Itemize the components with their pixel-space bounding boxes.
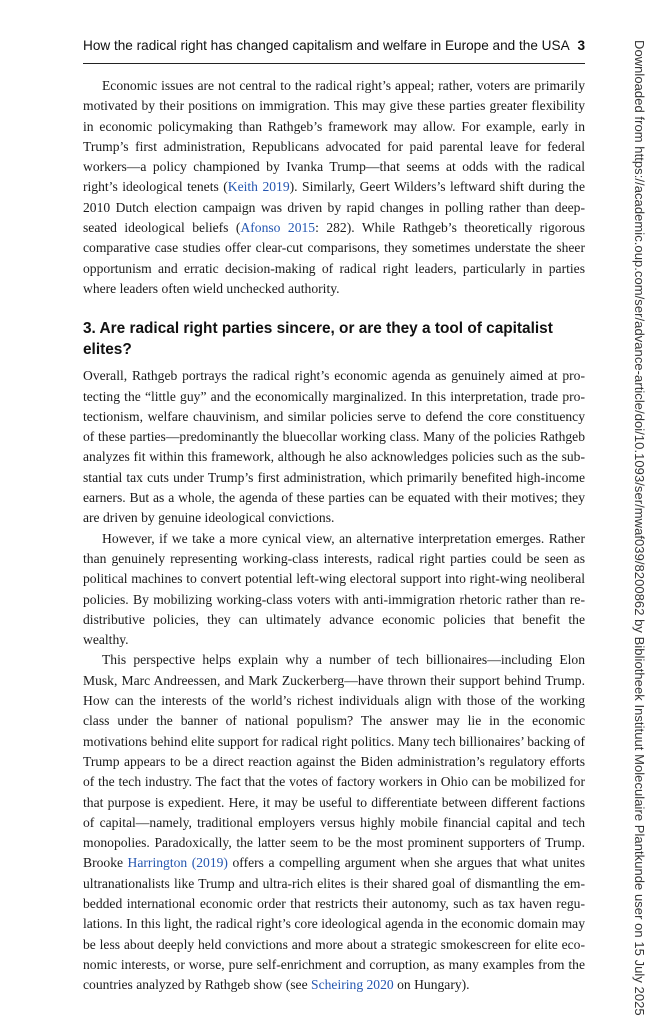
running-header: [83, 38, 585, 53]
citation-afonso-2015[interactable]: Afonso 2015: [240, 220, 316, 236]
article-body: [83, 76, 585, 995]
page-number: 3: [577, 38, 585, 53]
text-run: on Hungary).: [393, 977, 470, 993]
paragraph-4: [83, 650, 585, 995]
download-watermark: Downloaded from https://academic.oup.com/ser/advance-article/doi/10.1093/ser/mwaf039/8200862 by Bibliotheek Instituut Moleculaire Plantkunde user on 15 July 2025: [632, 40, 647, 1016]
text-run: ). Similarly, Geert Wilders’s leftward shift during the 2010 Dutch election campaign was driven by rapid changes in polling rather than deep-seated ideological beliefs (: [83, 179, 585, 236]
citation-harrington-2019[interactable]: Harrington (2019): [127, 855, 228, 871]
paragraph-1: [83, 76, 585, 299]
paragraph-2: Overall, Rathgeb portrays the radical right’s economic agenda as genuinely aimed at protecting the “little guy” and the economically marginalized. In this interpretation, trade protectionism, welfare chauvinism, and similar policies serve to defend the core constituency of these parties—predominantly the bluecollar working class. Many of the policies Rathgeb analyzes fit within this framework, although he also acknowledges policies such as the substantial tax cuts under Trump’s first administration, which primarily benefited high-income earners. But as a whole, the agenda of these parties can be equated with their motives; they are driven by genuine ideological convictions.: [83, 368, 585, 526]
header-rule: [83, 63, 585, 64]
text-run: This perspective helps explain why a number of tech billionaires—including Elon Musk, Marc Andreessen, and Mark Zuckerberg—have thrown their support behind Trump. How can the interests of the world’s richest individuals align with those of the working class under the banner of national populism? The answer may lie in the economic motivations behind elite support for radical right politics. Many tech billionaires’ backing of Trump appears to be a direct reaction against the Biden administration’s regulatory efforts of the tech industry. The fact that the votes of factory workers in Ohio can be mobilized for that purpose is expedient. Here, it may be useful to differentiate between different factions of capital—namely, traditional employers versus highly mobile financial capital and tech monopolies. Paradoxically, the latter seem to be the most prominent supporters of Trump. Brooke: [83, 652, 585, 871]
text-run: offers a compelling argument when she argues that what unites ultranationalists like Trump and ultra-rich elites is their shared goal of dismantling the embedded international economic order that restricts their autonomy, such as tax haven regulations. In this light, the radical right’s core ideological agenda in the economic domain may be less about deeply held convictions and more about a strategic smokescreen for elite economic interests, or worse, pure self-enrichment and corruption, as many examples from the countries analyzed by Rathgeb show (see: [83, 855, 585, 993]
text-run: Economic issues are not central to the radical right’s appeal; rather, voters are primarily motivated by their positions on immigration. This may give these parties greater flexibility in economic policymaking than Rathgeb’s framework may allow. For example, early in Trump’s first administration, Republicans advocated for paid parental leave for federal workers—a policy championed by Ivanka Trump—that seems at odds with the radical right’s ideological tenets (: [83, 78, 585, 195]
section-heading: 3. Are radical right parties sincere, or are they a tool of capitalist elites?: [83, 320, 553, 358]
citation-keith-2019[interactable]: Keith 2019: [227, 179, 290, 195]
paragraph-3: However, if we take a more cynical view, an alternative interpretation emerges. Rather than genuinely representing working-class interests, radical right parties could be seen as political machines to convert potential left-wing electoral support into right-wing neoliberal policies. By mobilizing working-class voters with anti-immigration rhetoric rather than redistributive policies, they can ultimately advance economic policies that benefit the wealthy.: [83, 530, 585, 648]
citation-scheiring-2020[interactable]: Scheiring 2020: [311, 977, 394, 993]
text-run: : 282). While Rathgeb’s theoretically rigorous comparative case studies offer clear-cut comparisons, they sometimes understate the sheer opportunism and erratic decision-making of radical right leaders, particularly in parties where leaders often wield unchecked authority.: [83, 220, 585, 296]
running-title: How the radical right has changed capitalism and welfare in Europe and the USA: [83, 38, 570, 53]
